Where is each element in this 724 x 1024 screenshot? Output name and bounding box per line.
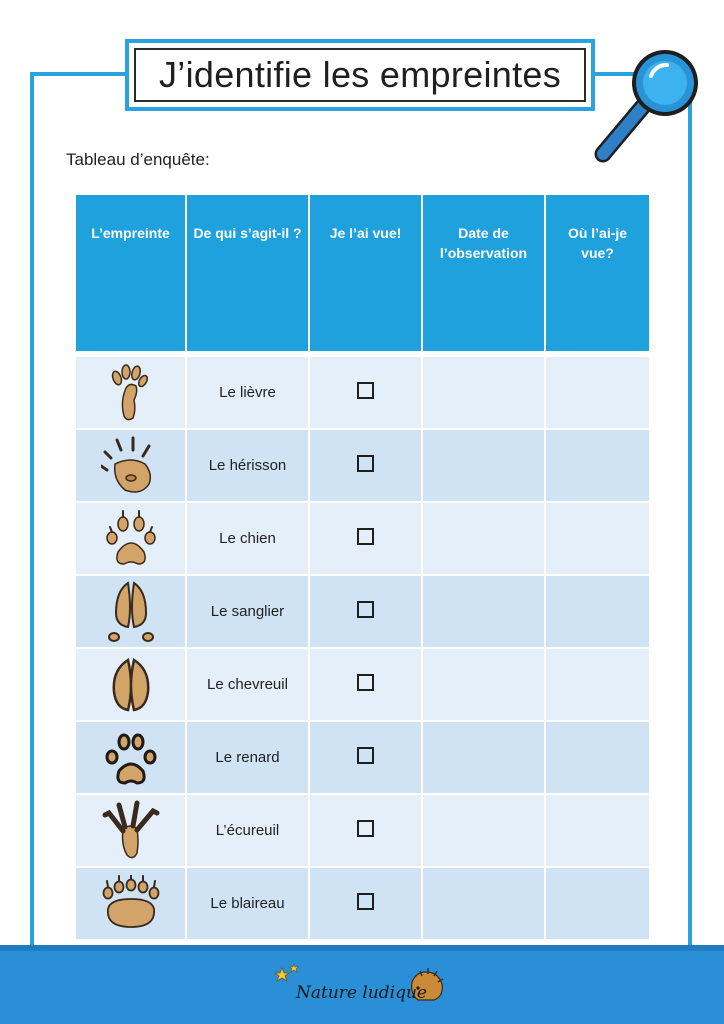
hare-track-icon [106,362,156,424]
animal-name: Le blaireau [186,867,309,940]
hedgehog-track-icon [101,434,161,498]
footprint-cell [75,575,186,648]
date-cell[interactable] [422,721,545,794]
fox-track-icon [103,727,159,789]
table-row [75,794,650,867]
seen-cell [309,575,422,648]
badger-track-icon [100,875,162,933]
seen-checkbox[interactable] [357,601,374,618]
footprint-cell [75,794,186,867]
seen-cell [309,648,422,721]
table-header-row [75,194,650,352]
table-row [75,575,650,648]
column-header-seen: Je l’ai vue! [309,194,422,352]
column-header-place: Où l’ai-je vue? [545,194,650,352]
seen-checkbox[interactable] [357,747,374,764]
table-row [75,867,650,940]
seen-cell [309,502,422,575]
animal-name: Le renard [186,721,309,794]
footprint-cell [75,502,186,575]
animal-name: Le chevreuil [186,648,309,721]
date-cell[interactable] [422,648,545,721]
date-cell[interactable] [422,867,545,940]
animal-name: Le chien [186,502,309,575]
seen-checkbox[interactable] [357,820,374,837]
seen-cell [309,356,422,429]
seen-checkbox[interactable] [357,528,374,545]
animal-name: Le lièvre [186,356,309,429]
date-cell[interactable] [422,502,545,575]
roe-deer-track-icon [106,656,156,714]
footprint-cell [75,648,186,721]
seen-checkbox[interactable] [357,674,374,691]
brand-name: Nature ludique [296,983,427,1003]
footprint-cell [75,867,186,940]
place-cell[interactable] [545,648,650,721]
date-cell[interactable] [422,429,545,502]
seen-checkbox[interactable] [357,893,374,910]
seen-cell [309,429,422,502]
dog-track-icon [104,508,158,570]
column-header-whose: De qui s’agit-il ? [186,194,309,352]
seen-cell [309,794,422,867]
table-subtitle: Tableau d’enquête: [66,150,210,169]
title-box [125,39,595,111]
place-cell[interactable] [545,867,650,940]
footprint-cell [75,721,186,794]
seen-checkbox[interactable] [357,382,374,399]
boar-track-icon [106,579,156,645]
place-cell[interactable] [545,575,650,648]
column-header-date: Date de l’observation [422,194,545,352]
date-cell[interactable] [422,356,545,429]
page-title: J’identifie les empreintes [159,54,561,95]
seen-cell [309,867,422,940]
footprint-cell [75,356,186,429]
table-row [75,502,650,575]
place-cell[interactable] [545,794,650,867]
table-row [75,429,650,502]
date-cell[interactable] [422,575,545,648]
seen-cell [309,721,422,794]
brand-logo [272,962,452,1014]
seen-checkbox[interactable] [357,455,374,472]
animal-name: Le hérisson [186,429,309,502]
place-cell[interactable] [545,502,650,575]
place-cell[interactable] [545,429,650,502]
animal-name: L’écureuil [186,794,309,867]
footprint-cell [75,429,186,502]
table-row [75,648,650,721]
place-cell[interactable] [545,356,650,429]
investigation-table [74,193,651,941]
footer-stripe [0,945,724,951]
title-border [134,48,586,102]
table-row [75,356,650,429]
magnifier-icon [585,46,701,166]
date-cell[interactable] [422,794,545,867]
squirrel-track-icon [101,799,161,863]
table-row [75,721,650,794]
animal-name: Le sanglier [186,575,309,648]
place-cell[interactable] [545,721,650,794]
column-header-footprint: L’empreinte [75,194,186,352]
